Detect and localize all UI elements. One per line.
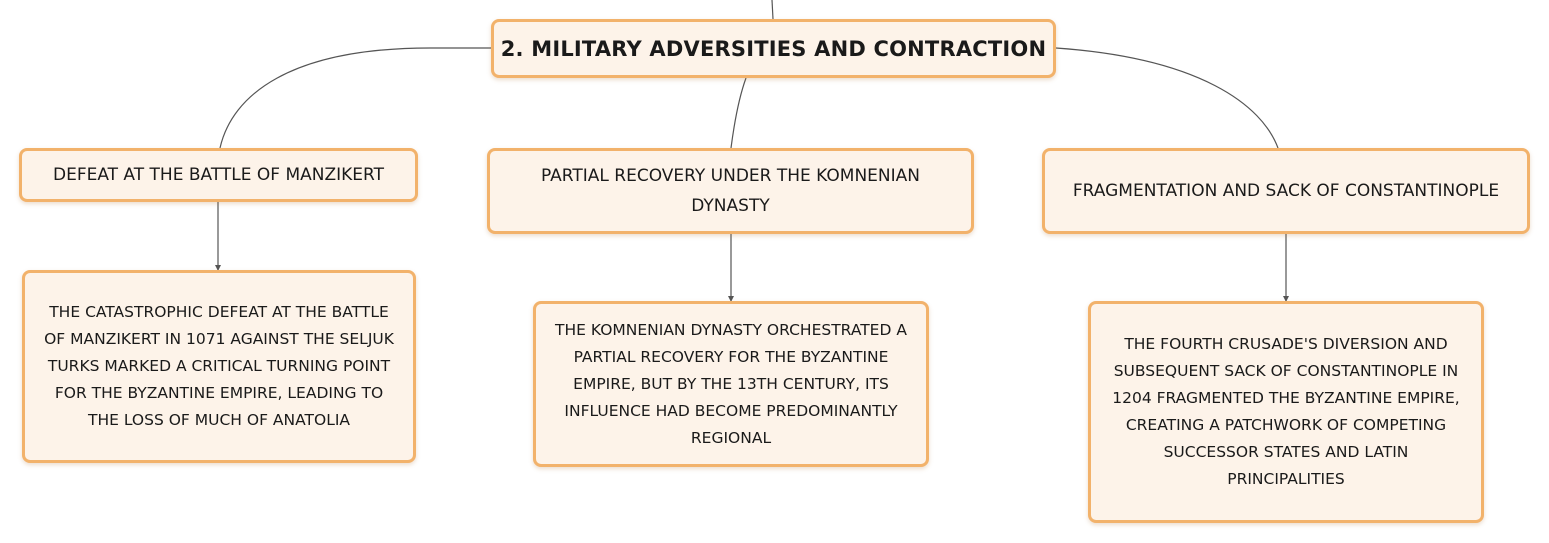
detail-text-komnenian: THE KOMNENIAN DYNASTY ORCHESTRATED A PARTIAL RECOVERY FOR THE BYZANTINE EMPIRE, BUT BY THE 13TH CENTURY, ITS INFLUENCE HAD BECOME PREDOMINANTLY REGIONAL: [555, 320, 907, 447]
branch-node-komnenian[interactable]: [487, 148, 974, 234]
detail-node-komnenian[interactable]: [533, 301, 929, 467]
parent-connector: [772, 0, 773, 19]
detail-node-fragmentation[interactable]: [1088, 301, 1484, 523]
branch-node-fragmentation[interactable]: [1042, 148, 1530, 234]
branch-title-fragmentation: FRAGMENTATION AND SACK OF CONSTANTINOPLE: [1072, 181, 1500, 201]
root-topic-node[interactable]: [491, 19, 1056, 78]
detail-text-manzikert: THE CATASTROPHIC DEFEAT AT THE BATTLE OF MANZIKERT IN 1071 AGAINST THE SELJUK TURKS MARKED A CRITICAL TURNING POINT FOR THE BYZANTINE EMPIRE, LEADING TO THE LOSS OF MUCH OF ANATOLIA: [44, 303, 394, 429]
branch-node-manzikert[interactable]: [19, 148, 418, 202]
connector-root-to-komnenian: [731, 78, 746, 148]
connector-root-to-fragmentation: [1056, 48, 1278, 148]
detail-text-fragmentation: THE FOURTH CRUSADE'S DIVERSION AND SUBSEQUENT SACK OF CONSTANTINOPLE IN 1204 FRAGMENTED THE BYZANTINE EMPIRE, CREATING A PATCHWORK OF COMPETING SUCCESSOR STATES AND LATIN PRINCIPALITIES: [1112, 335, 1460, 488]
branch-title-manzikert: DEFEAT AT THE BATTLE OF MANZIKERT: [52, 165, 384, 185]
root-topic-title: 2. MILITARY ADVERSITIES AND CONTRACTION: [500, 36, 1047, 61]
connector-root-to-manzikert: [220, 48, 491, 148]
detail-node-manzikert[interactable]: [22, 270, 416, 463]
branch-title-komnenian: PARTIAL RECOVERY UNDER THE KOMNENIAN DYNASTY: [541, 166, 920, 216]
